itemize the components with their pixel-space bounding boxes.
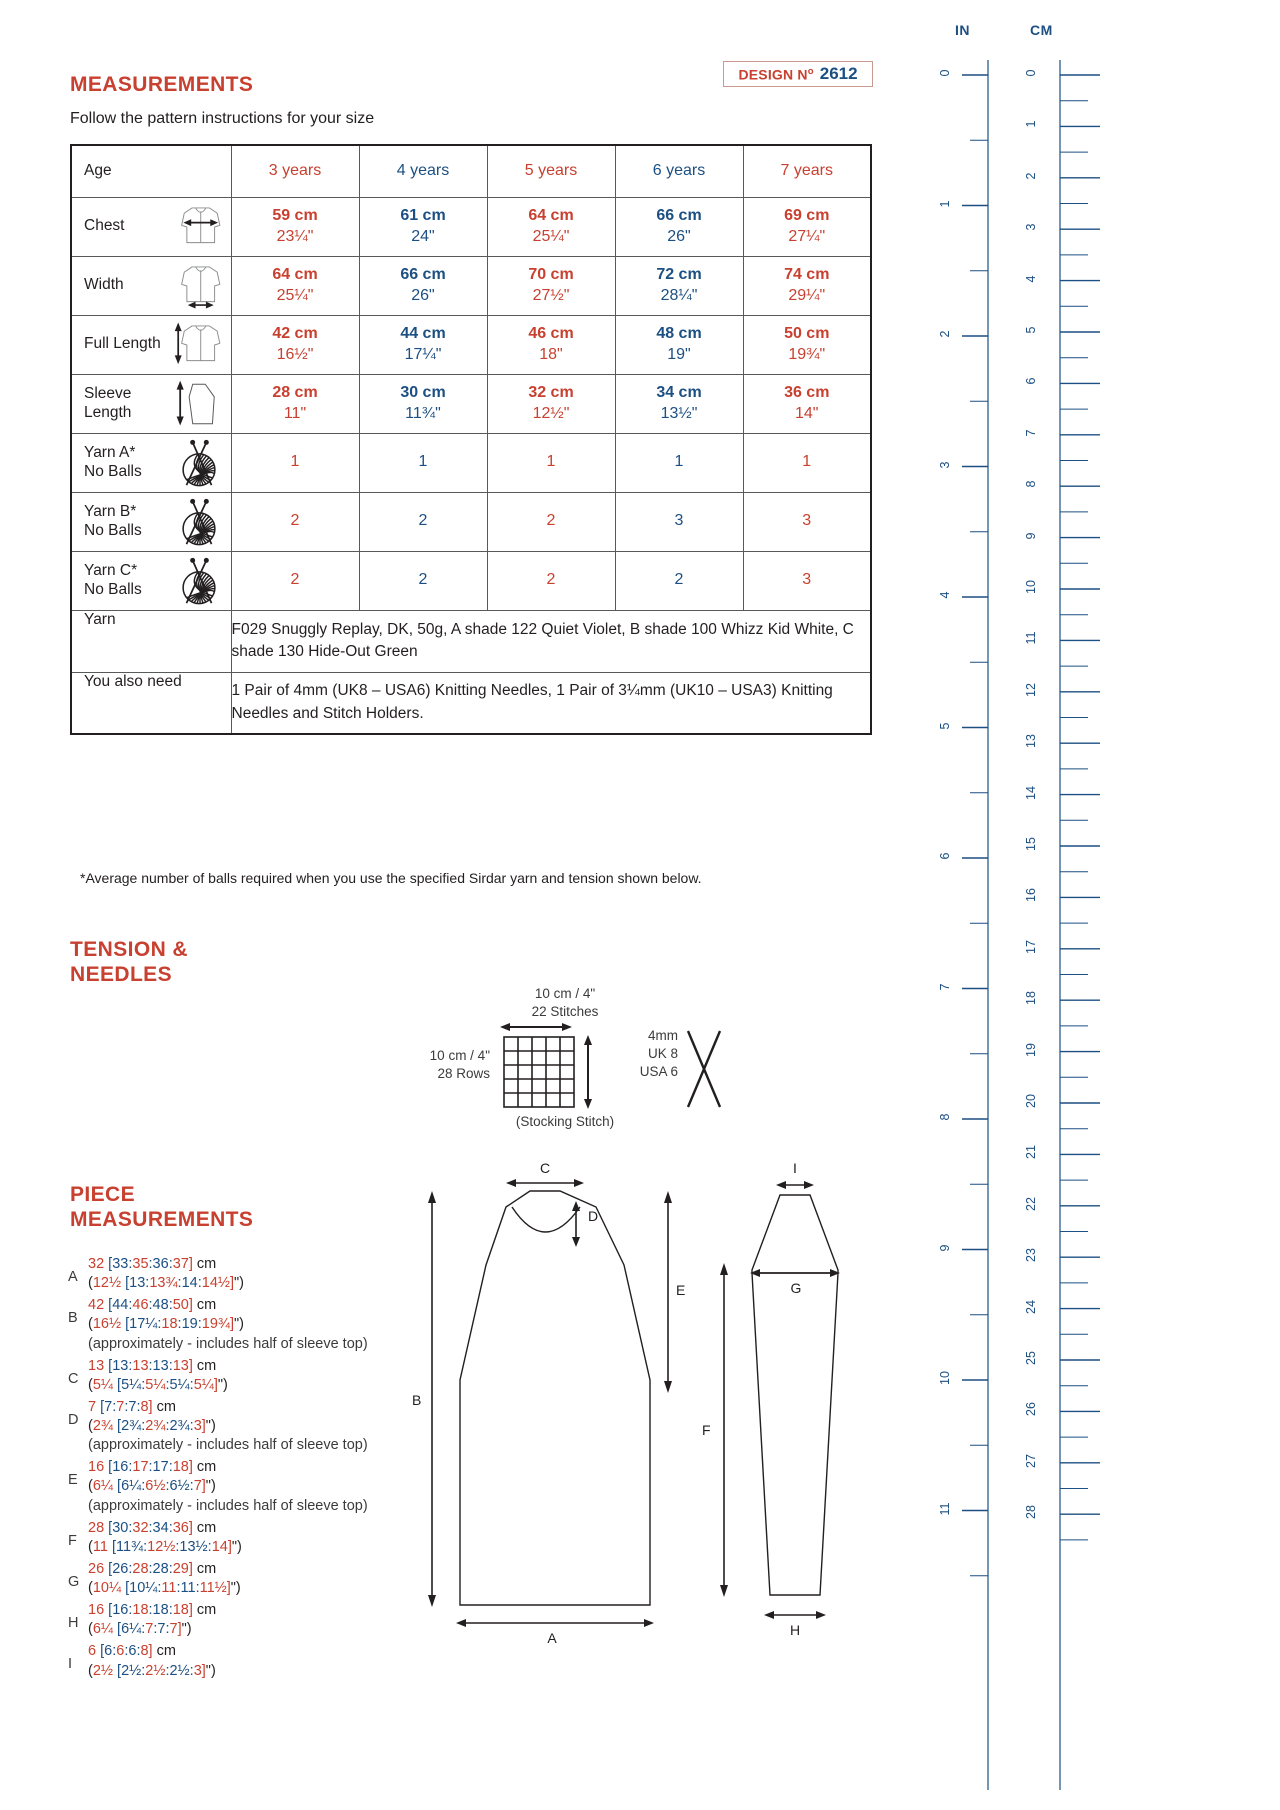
piece-measurement-row [68,1642,438,1680]
ball-count-cell: 3 [615,492,743,551]
piece-cm-line: 16 [16:17:17:18] cm [88,1459,217,1476]
piece-letter: A [68,1269,78,1285]
ruler-cm-tick: 24 [1024,1299,1038,1314]
measurement-cell: 61 cm 24" [359,197,487,256]
ball-count-cell: 1 [615,433,743,492]
piece-cm-line: 16 [16:18:18:18] cm [88,1602,217,1619]
table-row [71,492,871,551]
tension-diagram [340,985,880,1130]
ball-count-cell: 2 [359,492,487,551]
measurement-cell: 28 cm 11" [231,374,359,433]
row-label: Width [71,256,231,315]
ruler-in-tick: 1 [938,200,952,207]
measurement-cell: 66 cm 26" [615,197,743,256]
ball-count-cell: 2 [487,551,615,610]
piece-measurement-row [68,1255,438,1293]
measurement-cell: 59 cm 23¼" [231,197,359,256]
piece-cm-line: 13 [13:13:13:13] cm [88,1357,217,1374]
row-label: Yarn A* No Balls [71,433,231,492]
schematic-label-C: C [539,1160,551,1176]
row-label-also-need: You also need [71,672,231,734]
row-label: Yarn B* No Balls [71,492,231,551]
ruler-cm-tick: 25 [1024,1351,1038,1365]
ruler-cm-header: CM [1030,22,1053,38]
ruler-cm-tick: 22 [1024,1196,1038,1211]
measurement-cell: 72 cm 28¼" [615,256,743,315]
schematic-diagrams [400,1145,900,1785]
piece-note: (approximately - includes half of sleeve top) [88,1497,368,1514]
ball-count-cell: 3 [743,492,871,551]
ruler-in-tick: 10 [938,1371,952,1385]
tension-top-label: 10 cm / 4" 22 Stitches [531,986,599,1020]
table-row-age [71,145,871,197]
stocking-stitch-caption: (Stocking Stitch) [515,1114,615,1129]
ball-count-cell: 3 [743,551,871,610]
ruler-in-tick: 11 [938,1502,952,1515]
piece-inch-line: (6¼ [6¼:7:7:7]") [88,1621,192,1638]
table-row-yarn [71,610,871,672]
measurement-cell: 66 cm 26" [359,256,487,315]
row-label-age: Age [71,145,231,197]
measurement-cell: 70 cm 27½" [487,256,615,315]
piece-cm-line: 32 [33:35:36:37] cm [88,1256,217,1272]
sleeve-length-icon [173,378,225,430]
piece-inch-line: (11 [11¾:12½:13½:14]") [88,1538,242,1555]
ball-count-cell: 2 [359,551,487,610]
ruler-cm-tick: 7 [1024,429,1038,437]
piece-values [88,1560,241,1598]
piece-measurement-row [68,1357,438,1395]
ball-count-cell: 2 [231,551,359,610]
measurement-cell: 30 cm 11¾" [359,374,487,433]
ruler-cm-tick: 21 [1024,1145,1038,1160]
measurement-cell: 42 cm 16½" [231,315,359,374]
size-header-5: 7 years [743,145,871,197]
piece-values [88,1398,368,1455]
piece-letter: H [68,1615,79,1632]
ball-count-cell: 1 [743,433,871,492]
tension-left-label: 10 cm / 4" 28 Rows [429,1048,490,1082]
yarn-ball-icon [173,555,225,607]
ruler-cm-tick: 1 [1024,120,1038,128]
schematic-label-E: E [676,1282,686,1298]
ruler-scale [900,0,1280,1810]
ruler-cm-tick: 4 [1024,275,1038,283]
measurement-cell: 50 cm 19¾" [743,315,871,374]
piece-letter: F [68,1532,77,1549]
measurement-cell: 48 cm 19" [615,315,743,374]
piece-note: (approximately - includes half of sleeve top) [88,1437,368,1454]
piece-inch-line: (2¾ [2¾:2¾:2¾:3]") [88,1418,216,1434]
ruler-cm-tick: 23 [1024,1248,1038,1263]
design-number-value: 2612 [819,64,858,83]
ruler-cm-tick: 3 [1024,223,1038,231]
ruler-cm-tick: 11 [1024,631,1038,645]
table-row [71,551,871,610]
piece-letter: I [68,1656,73,1673]
ruler-cm-tick: 20 [1024,1094,1038,1108]
ruler-cm-tick: 9 [1024,532,1038,540]
ball-count-cell: 2 [231,492,359,551]
row-label: Sleeve Length [71,374,231,433]
measurement-cell: 74 cm 29¼" [743,256,871,315]
ruler-in-tick: 6 [938,852,952,860]
schematic-label-B: B [412,1392,422,1408]
piece-values [88,1642,216,1680]
row-label: Chest [71,197,231,256]
piece-measurement-row [68,1458,438,1515]
schematic-label-G: G [790,1280,802,1296]
ruler-cm-tick: 16 [1024,888,1038,903]
measurements-table [70,144,872,735]
measurement-cell: 44 cm 17¼" [359,315,487,374]
ball-count-cell: 2 [487,492,615,551]
ruler-cm-tick: 18 [1024,991,1038,1006]
piece-cm-line: 28 [30:32:34:36] cm [88,1519,217,1536]
balls-footnote: *Average number of balls required when you use the specified Sirdar yarn and tension shown below. [80,870,702,886]
measurement-cell: 32 cm 12½" [487,374,615,433]
ruler-cm-tick: 26 [1024,1402,1038,1417]
ruler-in-tick: 3 [938,461,952,468]
ruler-in-tick: 7 [938,983,952,990]
piece-inch-line: (16½ [17¼:18:19:19¾]") [88,1316,244,1333]
ruler-in-header: IN [955,22,970,38]
piece-values [88,1255,244,1293]
piece-title-line1: PIECE [70,1183,136,1206]
piece-inch-line: (6¼ [6¼:6½:6½:7]") [88,1478,216,1495]
design-number-label: DESIGN $N^o$ [738,65,814,83]
also-need-description: 1 Pair of 4mm (UK8 – USA6) Knitting Needles, 1 Pair of 3¼mm (UK10 – USA3) Knitting Needles and Stitch Holders. [231,672,871,734]
cardigan-chest-icon [173,201,225,253]
piece-measurement-row [68,1560,438,1598]
piece-measurement-row [68,1519,438,1557]
ruler-cm-tick: 13 [1024,734,1038,749]
cardigan-width-icon [173,260,225,312]
ball-count-cell: 1 [359,433,487,492]
tension-title-line1: TENSION & [70,938,188,961]
piece-title-line2: MEASUREMENTS [70,1207,254,1231]
design-number-badge [723,61,873,87]
ruler-cm-tick: 5 [1024,326,1038,334]
size-header-3: 5 years [487,145,615,197]
ruler-in-tick: 0 [938,69,952,77]
yarn-description: F029 Snuggly Replay, DK, 50g, A shade 122 Quiet Violet, B shade 100 Whizz Kid White, C shade 130 Hide-Out Green [231,610,871,672]
ball-count-cell: 1 [231,433,359,492]
cardigan-length-icon [173,319,225,371]
piece-measurements-title [70,1183,253,1233]
ball-count-cell: 2 [615,551,743,610]
schematic-label-D: D [588,1208,599,1224]
schematic-label-A: A [547,1630,557,1646]
piece-values [88,1357,228,1395]
piece-inch-line: (2½ [2½:2½:2½:3]") [88,1662,216,1679]
ruler-cm-tick: 10 [1024,580,1038,594]
piece-letter: E [68,1472,78,1489]
row-label-yarn: Yarn [71,610,231,672]
ruler-cm-tick: 19 [1024,1042,1038,1057]
measurement-cell: 64 cm 25¼" [487,197,615,256]
piece-letter: C [68,1370,79,1387]
measurement-cell: 69 cm 27¼" [743,197,871,256]
yarn-ball-icon [173,496,225,548]
table-row [71,374,871,433]
ruler-cm-tick: 15 [1024,837,1038,851]
ruler-cm-tick: 27 [1024,1453,1038,1468]
ruler-cm-tick: 28 [1024,1505,1038,1520]
piece-values [88,1601,216,1639]
size-header-4: 6 years [615,145,743,197]
table-row [71,197,871,256]
piece-measurements-list [68,1255,438,1684]
piece-values [88,1519,242,1557]
measurement-cell: 36 cm 14" [743,374,871,433]
ruler-cm-tick: 0 [1024,69,1038,77]
ruler-in-tick: 2 [938,330,952,338]
row-label: Yarn C* No Balls [71,551,231,610]
ruler-in-tick: 4 [938,591,952,599]
measurements-section-title: MEASUREMENTS [70,73,254,96]
ruler-in-tick: 8 [938,1113,952,1121]
piece-values [88,1458,368,1515]
size-header-1: 3 years [231,145,359,197]
ruler-cm-tick: 17 [1024,939,1038,954]
piece-measurement-row [68,1398,438,1455]
tension-section-title [70,938,188,988]
table-row-also-need [71,672,871,734]
piece-cm-line: 26 [26:28:28:29] cm [88,1560,217,1577]
measurement-cell: 64 cm 25¼" [231,256,359,315]
table-row [71,315,871,374]
needle-size-label: 4mm UK 8 USA 6 [639,1028,678,1080]
ball-count-cell: 1 [487,433,615,492]
piece-measurement-row [68,1296,438,1353]
piece-cm-line: 6 [6:6:6:8] cm [88,1643,176,1660]
measurement-cell: 46 cm 18" [487,315,615,374]
size-header-2: 4 years [359,145,487,197]
ruler-cm-tick: 6 [1024,377,1038,385]
ruler-cm-tick: 8 [1024,480,1038,488]
piece-cm-line: 42 [44:46:48:50] cm [88,1297,217,1314]
piece-inch-line: (5¼ [5¼:5¼:5¼:5¼]") [88,1376,228,1393]
ruler-in-tick: 5 [938,722,952,729]
piece-cm-line: 7 [7:7:7:8] cm [88,1398,176,1415]
piece-letter: G [68,1573,80,1590]
piece-inch-line: (12½ [13:13¾:14:14½]") [88,1275,244,1292]
piece-values [88,1296,368,1353]
tension-title-line2: NEEDLES [70,962,172,986]
piece-note: (approximately - includes half of sleeve top) [88,1335,368,1352]
yarn-ball-icon [173,437,225,489]
table-row [71,256,871,315]
piece-letter: D [68,1411,79,1428]
ruler-in-tick: 9 [938,1244,952,1251]
ruler-cm-tick: 14 [1024,785,1038,800]
row-label: Full Length [71,315,231,374]
schematic-label-I: I [793,1160,797,1176]
piece-letter: B [68,1310,78,1327]
piece-inch-line: (10¼ [10¼:11:11:11½]") [88,1580,241,1596]
schematic-label-F: F [702,1422,711,1438]
piece-measurement-row [68,1601,438,1639]
table-row [71,433,871,492]
follow-instructions-text: Follow the pattern instructions for your size [70,110,375,127]
ruler-cm-tick: 2 [1024,172,1038,180]
schematic-label-H: H [789,1622,801,1638]
measurement-cell: 34 cm 13½" [615,374,743,433]
ruler-cm-tick: 12 [1024,682,1038,697]
